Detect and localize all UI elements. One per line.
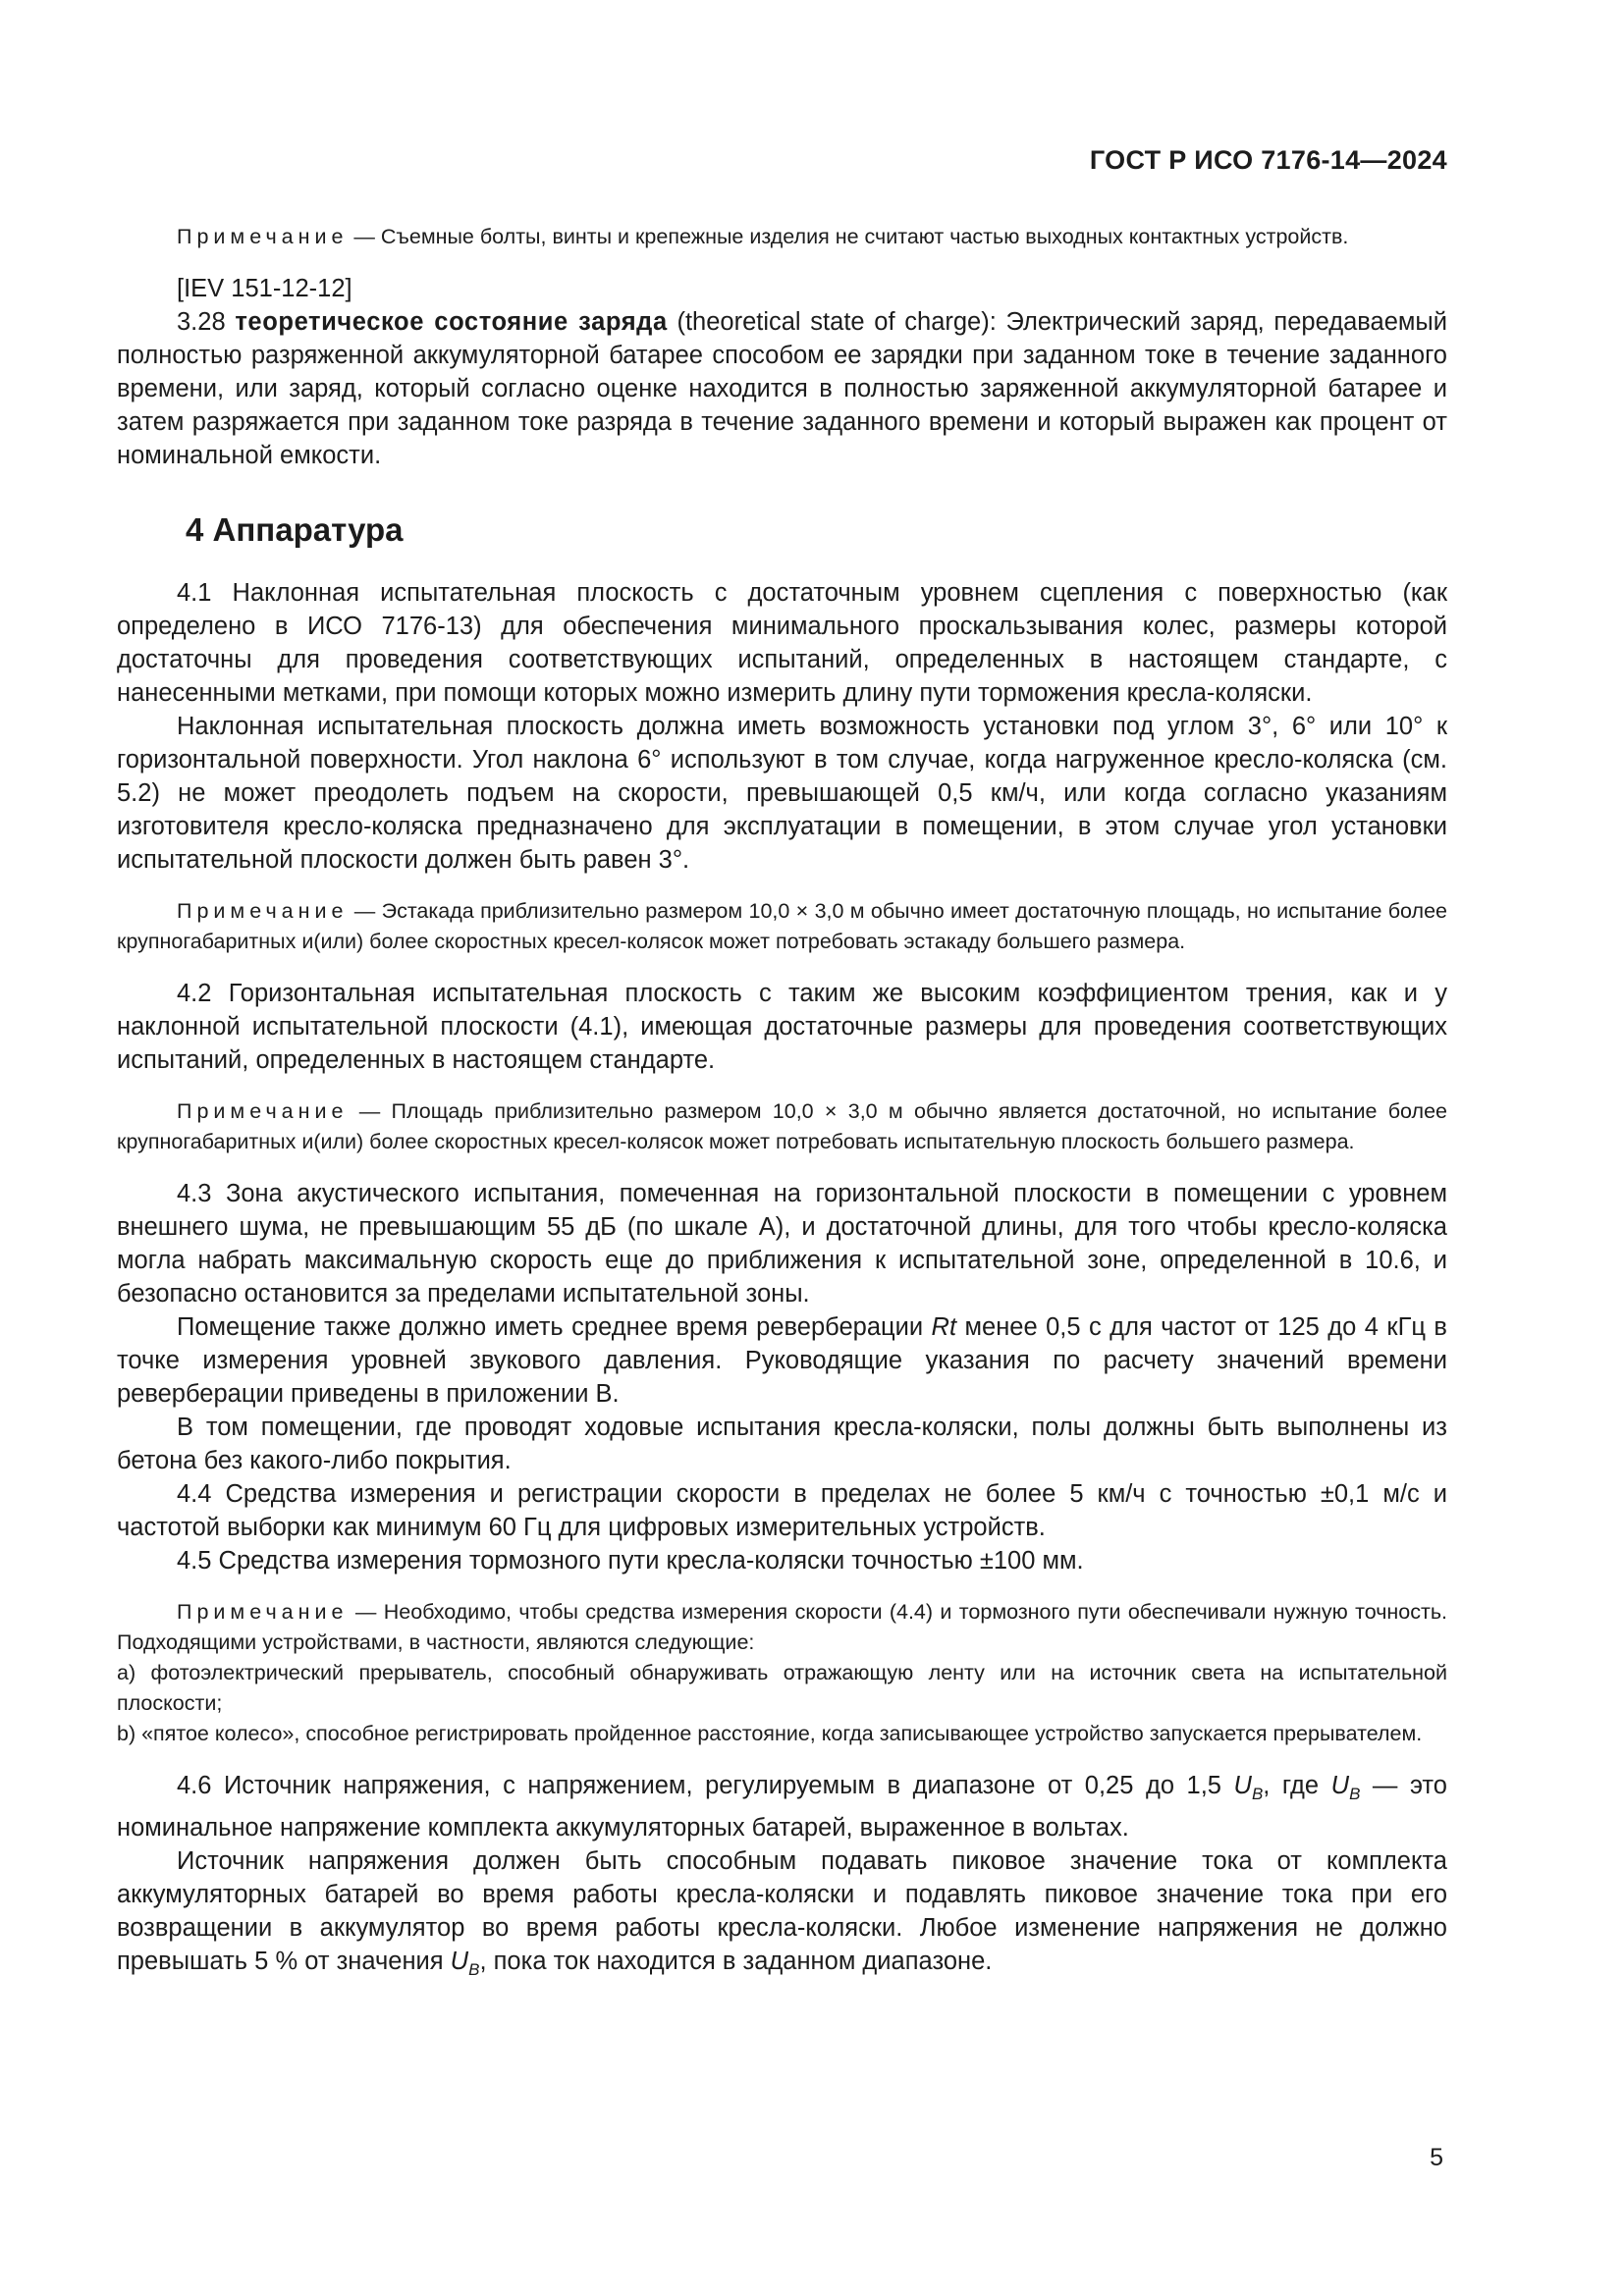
clause-4-2: 4.2 Горизонтальная испытательная плоскость с таким же высоким коэффициентом трения, как и у наклонной испытательной плоскости (4.1), имеющая достаточные размеры для проведения соответствующих испытаний, определенных в настоящем стандарте. bbox=[117, 980, 1447, 1074]
note-label: Примечание bbox=[177, 1600, 349, 1624]
note-list-item-a: a) фотоэлектрический прерыватель, способный обнаруживать отражающую ленту или на источник света на испытательной плоскости; bbox=[117, 1661, 1447, 1715]
clause-4-1-paragraph: Наклонная испытательная плоскость должна иметь возможность установки под углом 3°, 6° или 10° к горизонтальной поверхности. Угол наклона 6° используют в том случае, когда нагруженное кресло-коляска (см. 5.2) не может преодолеть подъем на скорости, превышающей 0,5 км/ч, или когда согласно указаниям изготовителя кресло-коляска предназначено для эксплуатации в помещении, в этом случае угол установки испытательной плоскости должен быть равен 3°. bbox=[117, 713, 1447, 874]
clause-4-6-paragraph: Источник напряжения должен быть способным подавать пиковое значение тока от комплекта аккумуляторных батарей во время работы кресла-коляски и подавлять пиковое значение тока при его возвращении в аккумулятор во время работы кресла-коляски. Любое изменение напряжения не должно превышать 5 % от значения $U_B$, пока ток находится в заданном диапазоне. bbox=[117, 1847, 1447, 1979]
note-ramp-size: Примечание — Эстакада приблизительно размером 10,0 × 3,0 м обычно имеет достаточную площадь, но испытание более крупногабаритных и(или) более скоростных кресел-колясок может потребовать эстакаду большего размера. bbox=[117, 899, 1447, 953]
note-removable-bolts: Примечание — Съемные болты, винты и крепежные изделия не считают частью выходных контактных устройств. bbox=[177, 225, 1349, 248]
note-measuring-devices: Примечание — Необходимо, чтобы средства измерения скорости (4.4) и тормозного пути обеспечивали нужную точность. Подходящими устройствами, в частности, являются следующие: bbox=[117, 1600, 1447, 1654]
note-label: Примечание bbox=[177, 225, 349, 248]
clause-4-3: 4.3 Зона акустического испытания, помеченная на горизонтальной плоскости в помещении с уровнем внешнего шума, не превышающим 55 дБ (по шкале А), и достаточной длины, для того чтобы кресло-коляска могла набрать максимальную скорость еще до приближения к испытательной зоне, определенной в 10.6, и безопасно остановится за пределами испытательной зоны. bbox=[117, 1180, 1447, 1308]
section-heading: 4 Аппаратура bbox=[186, 511, 404, 548]
ub-symbol: $U_B$ bbox=[1330, 1772, 1361, 1803]
note-label: Примечание bbox=[177, 899, 349, 923]
note-label: Примечание bbox=[177, 1099, 349, 1123]
ub-symbol: $U_B$ bbox=[1233, 1772, 1264, 1803]
ub-symbol: $U_B$ bbox=[450, 1948, 480, 1979]
clause-4-4: 4.4 Средства измерения и регистрации скорости в пределах не более 5 км/ч с точностью ±0,1 м/с и частотой выборки как минимум 60 Гц для цифровых измерительных устройств. bbox=[117, 1480, 1447, 1541]
clause-4-3-reverberation: Помещение также должно иметь среднее время реверберации Rt менее 0,5 с для частот от 125 до 4 кГц в точке измерения уровней звукового давления. Руководящие указания по расчету значений времени реверберации приведены в приложении В. bbox=[117, 1313, 1447, 1408]
clause-4-5: 4.5 Средства измерения тормозного пути кресла-коляски точностью ±100 мм. bbox=[177, 1547, 1084, 1575]
rt-variable: Rt bbox=[931, 1313, 957, 1341]
document-header: ГОСТ Р ИСО 7176-14—2024 bbox=[1089, 145, 1447, 175]
clause-4-3-floor: В том помещении, где проводят ходовые испытания кресла-коляски, полы должны быть выполнены из бетона без какого-либо покрытия. bbox=[117, 1414, 1447, 1474]
page-content bbox=[117, 222, 1447, 1987]
definition-3-28: 3.28 теоретическое состояние заряда (theoretical state of charge): Электрический заряд, передаваемый полностью разряженной аккумуляторной батарее способом ее зарядки при заданном токе в течение заданного времени, или заряд, который согласно оценке находится в полностью заряженной аккумуляторной батарее и затем разряжается при заданном токе разряда в течение заданного времени и который выражен как процент от номинальной емкости. bbox=[117, 308, 1447, 469]
note-list-item-b: b) «пятое колесо», способное регистрировать пройденное расстояние, когда записывающее устройство запускается прерывателем. bbox=[117, 1722, 1423, 1745]
note-surface-size: Примечание — Площадь приблизительно размером 10,0 × 3,0 м обычно является достаточной, но испытание более крупногабаритных и(или) более скоростных кресел-колясок может потребовать испытательную плоскость большего размера. bbox=[117, 1099, 1448, 1153]
clause-4-6: 4.6 Источник напряжения, с напряжением, регулируемым в диапазоне от 0,25 до 1,5 $U_B$, где $U_B$ — это номинальное напряжение комплекта аккумуляторных батарей, выраженное в вольтах. bbox=[117, 1772, 1447, 1842]
clause-4-1: 4.1 Наклонная испытательная плоскость с достаточным уровнем сцепления с поверхностью (как определено в ИСО 7176-13) для обеспечения минимального проскальзывания колес, размеры которой достаточны для проведения соответствующих испытаний, определенных в настоящем стандарте, с нанесенными метками, при помощи которых можно измерить длину пути торможения кресла-коляски. bbox=[117, 579, 1447, 707]
iev-reference: [IEV 151-12-12] bbox=[177, 275, 352, 302]
page-number: 5 bbox=[1430, 2144, 1443, 2171]
defined-term: теоретическое состояние заряда bbox=[235, 308, 668, 336]
